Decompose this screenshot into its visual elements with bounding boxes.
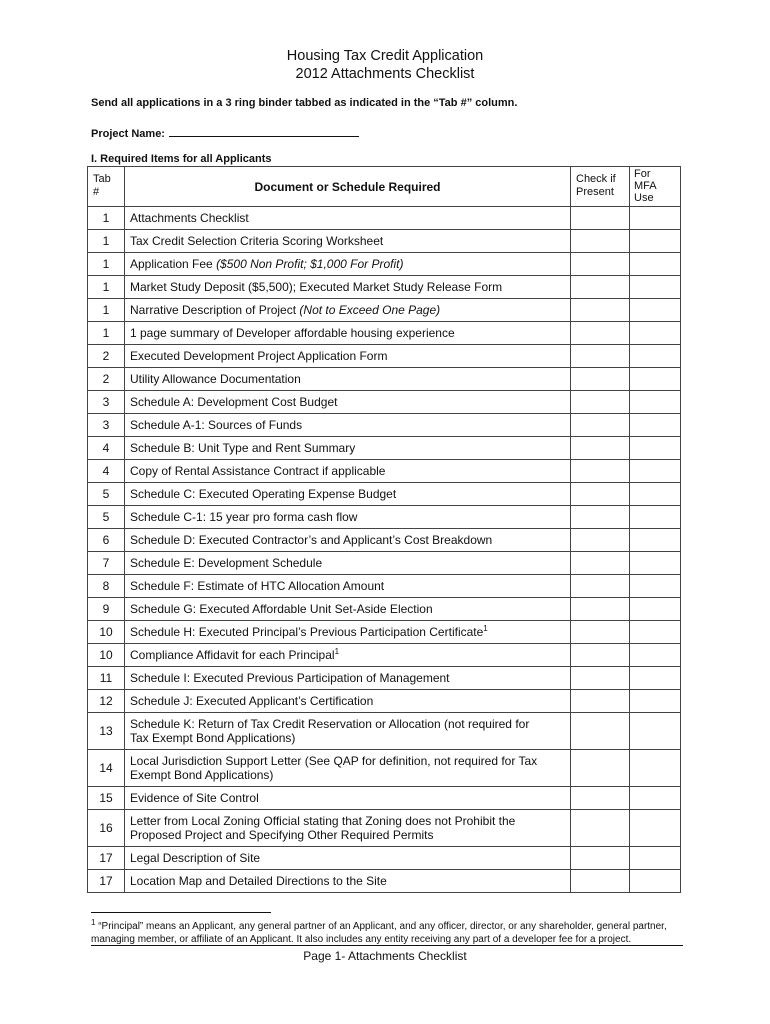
mfa-use-cell	[630, 230, 681, 253]
document-name	[125, 299, 571, 322]
document-name	[125, 713, 571, 750]
check-if-present-cell[interactable]	[571, 437, 630, 460]
tab-number: 4	[88, 460, 125, 483]
document-text: Schedule E: Development Schedule	[130, 556, 323, 570]
tab-number: 1	[88, 299, 125, 322]
tab-number: 7	[88, 552, 125, 575]
mfa-use-cell	[630, 690, 681, 713]
table-row	[88, 750, 681, 787]
document-text: Compliance Affidavit for each Principal	[130, 648, 335, 662]
document-text: Location Map and Detailed Directions to the Site	[130, 874, 387, 888]
table-row	[88, 575, 681, 598]
tab-number: 1	[88, 230, 125, 253]
check-if-present-cell[interactable]	[571, 253, 630, 276]
tab-number: 2	[88, 368, 125, 391]
header-check-if-present	[571, 167, 630, 207]
attachments-checklist-table	[87, 166, 681, 893]
tab-number: 13	[88, 713, 125, 750]
document-name	[125, 690, 571, 713]
mfa-use-cell	[630, 575, 681, 598]
mfa-use-cell	[630, 276, 681, 299]
table-row	[88, 276, 681, 299]
table-row	[88, 552, 681, 575]
tab-number: 9	[88, 598, 125, 621]
table-row	[88, 506, 681, 529]
mfa-use-cell	[630, 810, 681, 847]
footnote-line1: “Principal” means an Applicant, any general partner of an Applicant, and any officer, director, or any shareholder, general partner,	[95, 921, 667, 932]
check-if-present-cell[interactable]	[571, 391, 630, 414]
document-text-continued: Proposed Project and Specifying Other Required Permits	[130, 828, 434, 842]
check-if-present-cell[interactable]	[571, 750, 630, 787]
document-name	[125, 787, 571, 810]
mfa-use-cell	[630, 299, 681, 322]
document-name	[125, 575, 571, 598]
tab-number: 12	[88, 690, 125, 713]
tab-number: 5	[88, 483, 125, 506]
mfa-use-cell	[630, 598, 681, 621]
tab-number: 10	[88, 621, 125, 644]
table-row	[88, 437, 681, 460]
table-row	[88, 598, 681, 621]
document-text: Tax Credit Selection Criteria Scoring Worksheet	[130, 234, 384, 248]
page-footer: Page 1- Attachments Checklist	[303, 949, 467, 963]
table-row	[88, 483, 681, 506]
header-mfa-line1: For	[634, 168, 651, 180]
table-row	[88, 414, 681, 437]
document-text: Copy of Rental Assistance Contract if applicable	[130, 464, 386, 478]
tab-number: 3	[88, 391, 125, 414]
mfa-use-cell	[630, 460, 681, 483]
document-name	[125, 506, 571, 529]
document-text: Executed Development Project Application Form	[130, 349, 388, 363]
header-mfa-line3: Use	[634, 192, 654, 204]
document-text: Letter from Local Zoning Official stating that Zoning does not Prohibit the	[130, 814, 516, 828]
check-if-present-cell[interactable]	[571, 483, 630, 506]
document-text: Schedule J: Executed Applicant’s Certification	[130, 694, 374, 708]
tab-number: 1	[88, 322, 125, 345]
table-row	[88, 847, 681, 870]
document-name	[125, 483, 571, 506]
table-row	[88, 253, 681, 276]
check-if-present-cell[interactable]	[571, 414, 630, 437]
project-name-row	[91, 126, 359, 140]
check-if-present-cell[interactable]	[571, 230, 630, 253]
mfa-use-cell	[630, 345, 681, 368]
document-text: 1 page summary of Developer affordable housing experience	[130, 326, 455, 340]
header-check-line1: Check if	[576, 173, 616, 185]
mfa-use-cell	[630, 322, 681, 345]
check-if-present-cell[interactable]	[571, 787, 630, 810]
check-if-present-cell[interactable]	[571, 667, 630, 690]
mfa-use-cell	[630, 529, 681, 552]
mfa-use-cell	[630, 552, 681, 575]
section-title: I. Required Items for all Applicants	[91, 153, 272, 165]
document-name	[125, 870, 571, 893]
footnote-reference: 1	[334, 647, 340, 656]
tab-number: 17	[88, 847, 125, 870]
table-row	[88, 621, 681, 644]
document-text: Schedule A-1: Sources of Funds	[130, 418, 303, 432]
mfa-use-cell	[630, 644, 681, 667]
check-if-present-cell[interactable]	[571, 713, 630, 750]
check-if-present-cell[interactable]	[571, 870, 630, 893]
document-name	[125, 391, 571, 414]
tab-number: 3	[88, 414, 125, 437]
document-name	[125, 552, 571, 575]
mfa-use-cell	[630, 787, 681, 810]
document-text: Schedule C: Executed Operating Expense Budget	[130, 487, 397, 501]
document-text: Schedule I: Executed Previous Participation of Management	[130, 671, 450, 685]
mfa-use-cell	[630, 207, 681, 230]
document-name	[125, 750, 571, 787]
footnote	[91, 916, 691, 946]
mfa-use-cell	[630, 870, 681, 893]
header-tab-line1: Tab	[93, 173, 111, 185]
table-row	[88, 207, 681, 230]
document-text: Narrative Description of Project	[130, 303, 300, 317]
table-row	[88, 529, 681, 552]
table-row	[88, 690, 681, 713]
table-row	[88, 810, 681, 847]
document-text: Schedule B: Unit Type and Rent Summary	[130, 441, 356, 455]
check-if-present-cell[interactable]	[571, 322, 630, 345]
check-if-present-cell[interactable]	[571, 506, 630, 529]
document-name	[125, 207, 571, 230]
document-name	[125, 598, 571, 621]
footer-rule	[91, 945, 683, 946]
tab-number: 4	[88, 437, 125, 460]
document-text: Attachments Checklist	[130, 211, 249, 225]
footnote-reference: 1	[483, 624, 488, 633]
document-name	[125, 276, 571, 299]
document-text: Utility Allowance Documentation	[130, 372, 301, 386]
check-if-present-cell[interactable]	[571, 847, 630, 870]
document-subtitle: 2012 Attachments Checklist	[295, 66, 475, 82]
header-check-line2: Present	[576, 186, 614, 198]
document-name	[125, 322, 571, 345]
mfa-use-cell	[630, 368, 681, 391]
document-name	[125, 529, 571, 552]
mfa-use-cell	[630, 414, 681, 437]
document-name	[125, 437, 571, 460]
check-if-present-cell[interactable]	[571, 299, 630, 322]
document-text-continued: Exempt Bond Applications)	[130, 768, 274, 782]
document-text-continued: Tax Exempt Bond Applications)	[130, 731, 296, 745]
mfa-use-cell	[630, 506, 681, 529]
document-name	[125, 621, 571, 644]
footnote-separator	[91, 912, 271, 913]
mfa-use-cell	[630, 437, 681, 460]
table-row	[88, 787, 681, 810]
table-row	[88, 460, 681, 483]
tab-number: 17	[88, 870, 125, 893]
tab-number: 11	[88, 667, 125, 690]
footnote-line2: managing member, or affiliate of an Applicant. It also includes any entity receiving any part of a developer fee for a project.	[91, 934, 632, 945]
document-name	[125, 810, 571, 847]
document-name	[125, 460, 571, 483]
check-if-present-cell[interactable]	[571, 276, 630, 299]
table-row	[88, 322, 681, 345]
table-row	[88, 391, 681, 414]
table-row	[88, 644, 681, 667]
document-name	[125, 847, 571, 870]
check-if-present-cell[interactable]	[571, 690, 630, 713]
tab-number: 1	[88, 253, 125, 276]
check-if-present-cell[interactable]	[571, 598, 630, 621]
check-if-present-cell[interactable]	[571, 460, 630, 483]
document-text: Schedule D: Executed Contractor’s and Applicant’s Cost Breakdown	[130, 533, 493, 547]
check-if-present-cell[interactable]	[571, 644, 630, 667]
footnote-marker: 1	[91, 918, 96, 927]
check-if-present-cell[interactable]	[571, 207, 630, 230]
document-note: (Not to Exceed One Page)	[299, 303, 441, 317]
document-name	[125, 368, 571, 391]
tab-number: 1	[88, 276, 125, 299]
document-name	[125, 345, 571, 368]
mfa-use-cell	[630, 713, 681, 750]
document-text: Schedule H: Executed Principal’s Previous Participation Certificate	[130, 625, 484, 639]
document-name	[125, 667, 571, 690]
tab-number: 2	[88, 345, 125, 368]
tab-number: 10	[88, 644, 125, 667]
table-row	[88, 713, 681, 750]
header-tab-line2: #	[93, 186, 100, 198]
header-for-mfa-use	[630, 167, 681, 207]
mfa-use-cell	[630, 253, 681, 276]
check-if-present-cell[interactable]	[571, 621, 630, 644]
tab-number: 14	[88, 750, 125, 787]
document-name	[125, 230, 571, 253]
document-text: Evidence of Site Control	[130, 791, 259, 805]
check-if-present-cell[interactable]	[571, 575, 630, 598]
table-row	[88, 368, 681, 391]
document-text: Local Jurisdiction Support Letter (See QAP for definition, not required for Tax	[130, 754, 538, 768]
table-row	[88, 230, 681, 253]
mfa-use-cell	[630, 621, 681, 644]
document-text: Market Study Deposit ($5,500); Executed Market Study Release Form	[130, 280, 503, 294]
table-row	[88, 870, 681, 893]
mfa-use-cell	[630, 750, 681, 787]
document-text: Schedule C-1: 15 year pro forma cash flow	[130, 510, 358, 524]
table-row	[88, 299, 681, 322]
document-text: Schedule F: Estimate of HTC Allocation Amount	[130, 579, 385, 593]
header-tab	[88, 167, 125, 207]
project-name-label: Project Name:	[91, 128, 165, 140]
table-row	[88, 667, 681, 690]
document-text: Application Fee	[130, 257, 217, 271]
check-if-present-cell[interactable]	[571, 552, 630, 575]
document-text: Legal Description of Site	[130, 851, 261, 865]
document-title: Housing Tax Credit Application	[286, 48, 484, 64]
table-header-row	[88, 167, 681, 207]
check-if-present-cell[interactable]	[571, 810, 630, 847]
document-name	[125, 253, 571, 276]
document-text: Schedule K: Return of Tax Credit Reservation or Allocation (not required for	[130, 717, 530, 731]
document-text: Schedule A: Development Cost Budget	[130, 395, 338, 409]
mfa-use-cell	[630, 667, 681, 690]
document-note: ($500 Non Profit; $1,000 For Profit)	[216, 257, 404, 271]
tab-number: 6	[88, 529, 125, 552]
mfa-use-cell	[630, 391, 681, 414]
mfa-use-cell	[630, 483, 681, 506]
tab-number: 5	[88, 506, 125, 529]
check-if-present-cell[interactable]	[571, 368, 630, 391]
check-if-present-cell[interactable]	[571, 529, 630, 552]
tab-number: 1	[88, 207, 125, 230]
tab-number: 15	[88, 787, 125, 810]
document-name	[125, 414, 571, 437]
project-name-blank	[169, 126, 359, 137]
check-if-present-cell[interactable]	[571, 345, 630, 368]
binder-instruction: Send all applications in a 3 ring binder tabbed as indicated in the “Tab #” column.	[91, 97, 518, 109]
table-row	[88, 345, 681, 368]
header-mfa-line2: MFA	[634, 180, 657, 192]
document-name	[125, 644, 571, 667]
document-text: Schedule G: Executed Affordable Unit Set-Aside Election	[130, 602, 433, 616]
header-document: Document or Schedule Required	[125, 167, 571, 207]
tab-number: 16	[88, 810, 125, 847]
mfa-use-cell	[630, 847, 681, 870]
tab-number: 8	[88, 575, 125, 598]
